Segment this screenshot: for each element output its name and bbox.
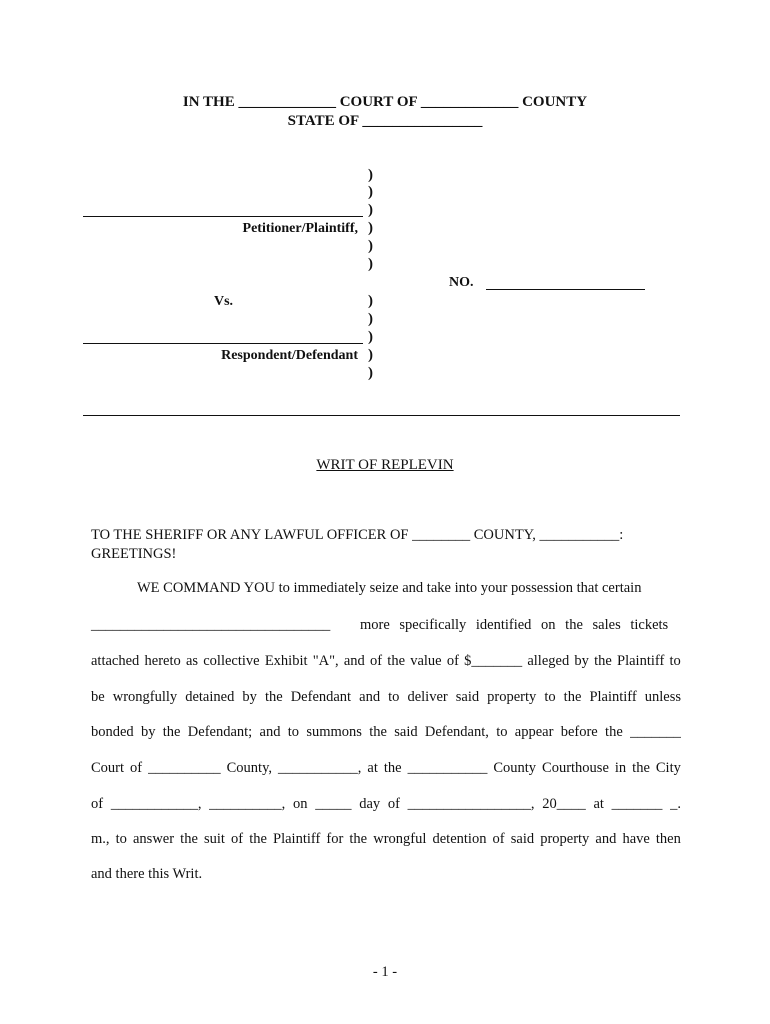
word: of	[446, 653, 459, 669]
word: the	[369, 724, 387, 740]
word: value	[410, 653, 442, 669]
word: the	[249, 831, 267, 847]
word: "A",	[312, 653, 339, 669]
body-line-7	[91, 796, 681, 813]
word: of	[492, 831, 505, 847]
word: of	[370, 653, 383, 669]
paren: )	[368, 293, 373, 309]
body-line-6	[91, 760, 681, 777]
word: collective	[203, 653, 260, 669]
greetings-line: GREETINGS!	[91, 546, 177, 562]
page-number: - 1 -	[372, 964, 398, 980]
word: Courthouse	[542, 760, 609, 776]
paren: )	[368, 311, 373, 327]
word: to	[496, 724, 508, 740]
word: County,	[226, 760, 273, 776]
word: of	[387, 796, 400, 812]
word: attached	[91, 653, 140, 669]
paren: )	[368, 184, 373, 200]
word: by	[574, 653, 589, 669]
word: County	[493, 760, 537, 776]
word: the	[264, 689, 283, 705]
petitioner-label: Petitioner/Plaintiff,	[242, 221, 358, 236]
word: Plaintiff	[273, 831, 321, 847]
word: to	[669, 653, 681, 669]
word: _.	[670, 796, 681, 812]
word: and	[259, 724, 281, 740]
word: $_______	[464, 653, 523, 669]
word: property	[487, 689, 537, 705]
word: m.,	[91, 831, 110, 847]
word: City	[655, 760, 681, 776]
word: in	[614, 760, 627, 776]
word: Plaintiff	[617, 653, 665, 669]
word: the	[162, 724, 181, 740]
word: Exhibit	[264, 653, 308, 669]
respondent-label: Respondent/Defendant	[221, 348, 358, 363]
word: said	[455, 689, 480, 705]
word: the	[383, 760, 402, 776]
word: of	[91, 796, 104, 812]
paren: )	[368, 365, 373, 381]
word: on	[293, 796, 308, 812]
word: for	[326, 831, 344, 847]
word: unless	[644, 689, 681, 705]
property-rest-text: more specifically identified on the sales tickets	[360, 617, 669, 633]
command-line: WE COMMAND YOU to immediately seize and take into your possession that certain	[137, 580, 642, 596]
word: wrongful	[373, 831, 427, 847]
word: the	[387, 653, 406, 669]
case-no-label: NO.	[449, 275, 474, 290]
word: at	[593, 796, 604, 812]
word: appear	[514, 724, 554, 740]
paren: )	[368, 238, 373, 254]
word: bonded	[91, 724, 134, 740]
word: said	[394, 724, 418, 740]
word: then	[655, 831, 681, 847]
word: ____________,	[110, 796, 202, 812]
word: to	[287, 724, 300, 740]
word: the	[349, 831, 368, 847]
word: detention	[432, 831, 487, 847]
property-blank: _________________________________	[91, 617, 331, 633]
paren: )	[368, 256, 373, 272]
word: __________	[148, 760, 221, 776]
word: the	[594, 653, 612, 669]
word: and	[343, 653, 365, 669]
word: 20____	[542, 796, 586, 812]
word: Defendant	[290, 689, 352, 705]
word: ___________	[407, 760, 488, 776]
word: by	[140, 724, 156, 740]
property-rest-line	[360, 617, 680, 634]
paren: )	[368, 167, 373, 183]
body-line-3	[91, 653, 681, 670]
word: to	[544, 689, 556, 705]
word: deliver	[407, 689, 448, 705]
word: __________,	[209, 796, 286, 812]
address-line: TO THE SHERIFF OR ANY LAWFUL OFFICER OF ________ COUNTY, ___________:	[91, 527, 624, 543]
word: _______	[611, 796, 663, 812]
word: detained	[185, 689, 235, 705]
word: ___________,	[278, 760, 362, 776]
respondent-name-line	[83, 343, 363, 344]
word: to	[115, 831, 127, 847]
word: of	[130, 760, 143, 776]
word: Defendant,	[424, 724, 489, 740]
paren: )	[368, 202, 373, 218]
word: as	[185, 653, 199, 669]
word: Plaintiff	[589, 689, 637, 705]
word: at	[367, 760, 378, 776]
word: day	[359, 796, 381, 812]
document-title: WRIT OF REPLEVIN	[316, 457, 454, 473]
court-heading: IN THE _____________ COURT OF _____________ COUNTY	[182, 94, 588, 110]
word: by	[242, 689, 257, 705]
word: to	[388, 689, 400, 705]
word: the	[605, 724, 623, 740]
word: before	[560, 724, 598, 740]
word: Court	[91, 760, 125, 776]
word: wrongfully	[112, 689, 178, 705]
body-line-4	[91, 689, 681, 706]
body-line-8	[91, 831, 681, 848]
word: _______	[630, 724, 681, 740]
case-no-line	[486, 289, 645, 290]
word: summons	[306, 724, 362, 740]
word: and	[595, 831, 617, 847]
body-line-9: and there this Writ.	[91, 866, 203, 882]
word: the	[632, 760, 650, 776]
word: of	[231, 831, 244, 847]
word: answer	[133, 831, 175, 847]
word: the	[180, 831, 198, 847]
word: _________________,	[407, 796, 535, 812]
paren: )	[368, 329, 373, 345]
word: hereto	[144, 653, 181, 669]
word: be	[91, 689, 105, 705]
paren: )	[368, 347, 373, 363]
word: alleged	[527, 653, 570, 669]
word: _____	[315, 796, 352, 812]
state-heading: STATE OF ________________	[287, 113, 483, 129]
word: suit	[203, 831, 225, 847]
word: the	[563, 689, 582, 705]
word: property	[540, 831, 590, 847]
vs-label: Vs.	[214, 294, 234, 309]
word: said	[510, 831, 535, 847]
word: have	[622, 831, 650, 847]
caption-divider	[83, 415, 680, 416]
word: and	[359, 689, 381, 705]
body-line-5	[91, 724, 681, 741]
petitioner-name-line	[83, 216, 363, 217]
paren: )	[368, 220, 373, 236]
word: Defendant;	[187, 724, 253, 740]
